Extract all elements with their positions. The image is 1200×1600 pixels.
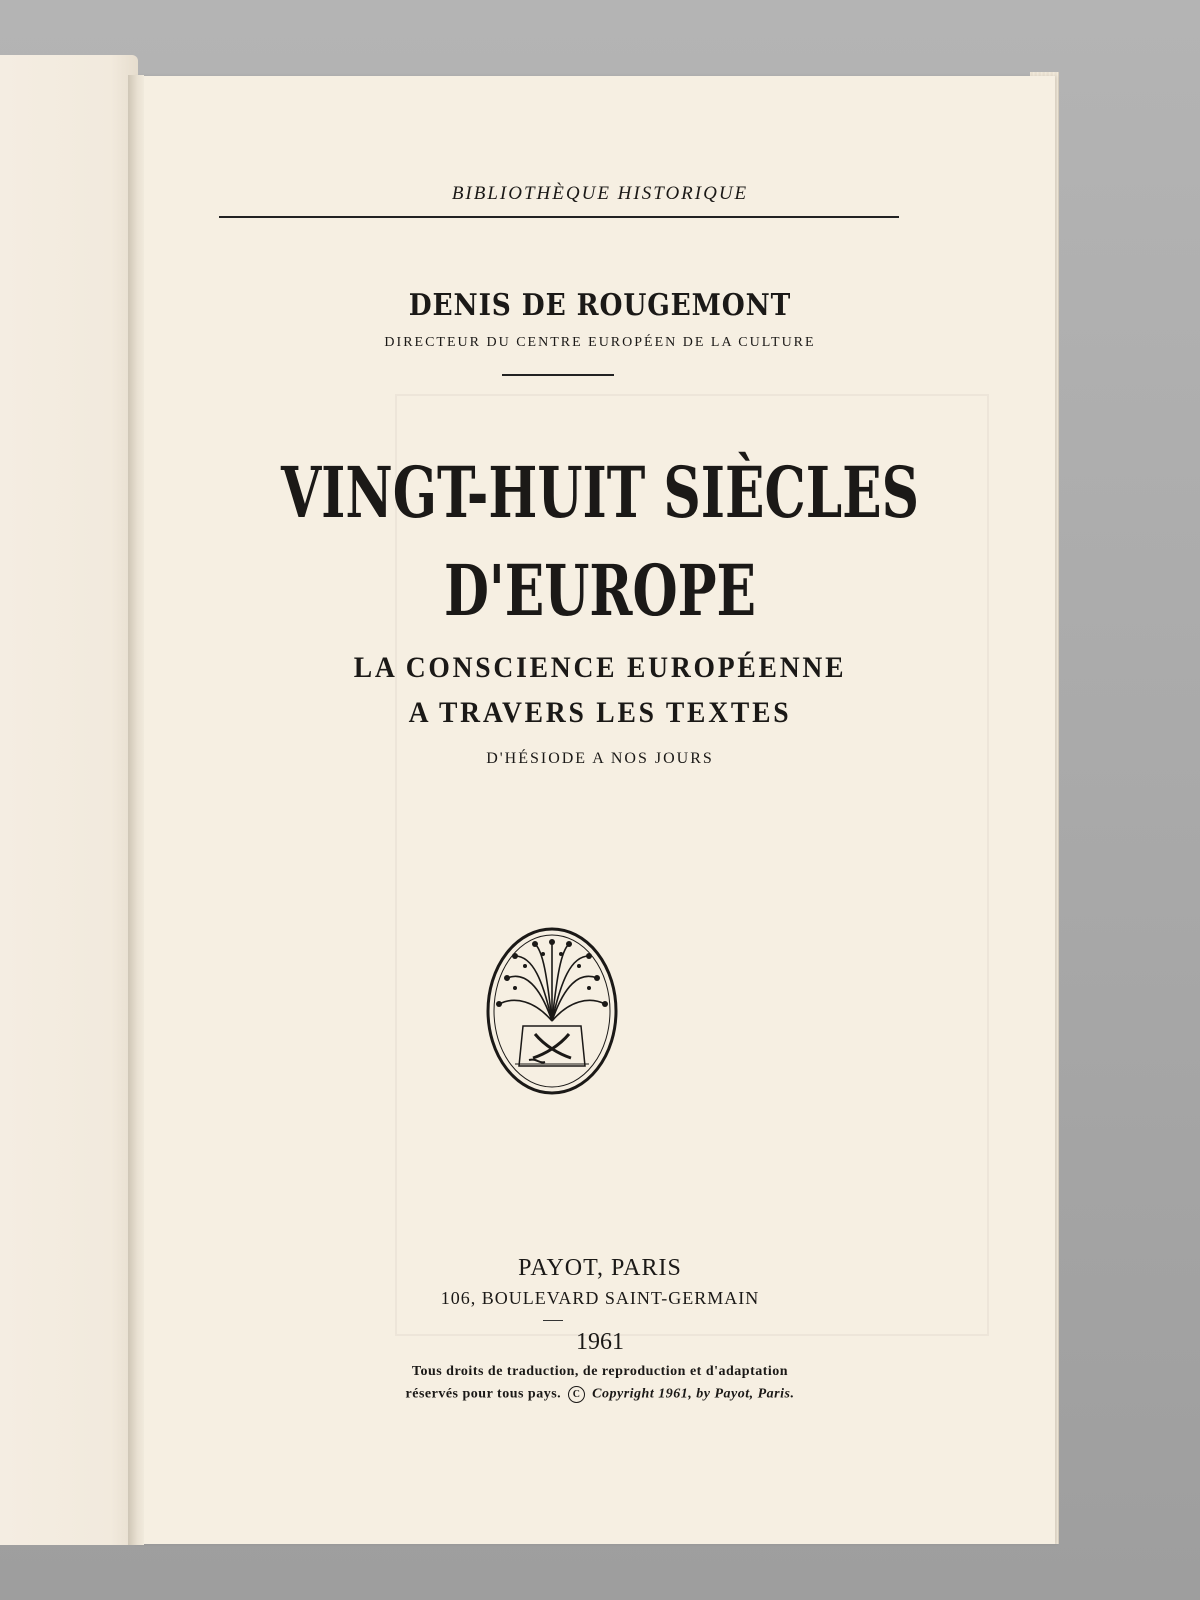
- series-rule: [219, 216, 899, 218]
- copyright-text: Copyright 1961, by Payot, Paris.: [592, 1386, 795, 1402]
- subtitle-line-3: D'HÉSIODE A NOS JOURS: [486, 750, 714, 767]
- publication-year: 1961: [576, 1329, 624, 1355]
- author-rule: [502, 374, 614, 376]
- book-title-line-1: VINGT-HUIT SIÈCLES: [280, 451, 920, 534]
- show-through-image: [395, 394, 989, 1336]
- publisher-name: PAYOT, PARIS: [518, 1255, 682, 1281]
- rights-line-1: Tous droits de traduction, de reproduction et d'adaptation: [411, 1364, 789, 1379]
- subtitle-line-1: LA CONSCIENCE EUROPÉENNE: [353, 651, 847, 684]
- subtitle-line-2: A TRAVERS LES TEXTES: [408, 696, 792, 729]
- facing-page: [0, 55, 138, 1545]
- author-name: DENIS DE ROUGEMONT: [408, 288, 792, 323]
- author-role: DIRECTEUR DU CENTRE EUROPÉEN DE LA CULTURE: [384, 335, 816, 350]
- publisher-address: 106, BOULEVARD SAINT-GERMAIN: [440, 1288, 760, 1308]
- rights-reserved-text: réservés pour tous pays.: [405, 1386, 562, 1402]
- wheat-sheaf-emblem-icon: [485, 926, 619, 1096]
- copyright-icon: C: [568, 1386, 585, 1403]
- year-rule: [543, 1320, 563, 1321]
- rights-line-2: [0, 1386, 1200, 1403]
- book-title-line-2: D'EUROPE: [443, 549, 757, 632]
- series-name: BIBLIOTHÈQUE HISTORIQUE: [451, 183, 749, 204]
